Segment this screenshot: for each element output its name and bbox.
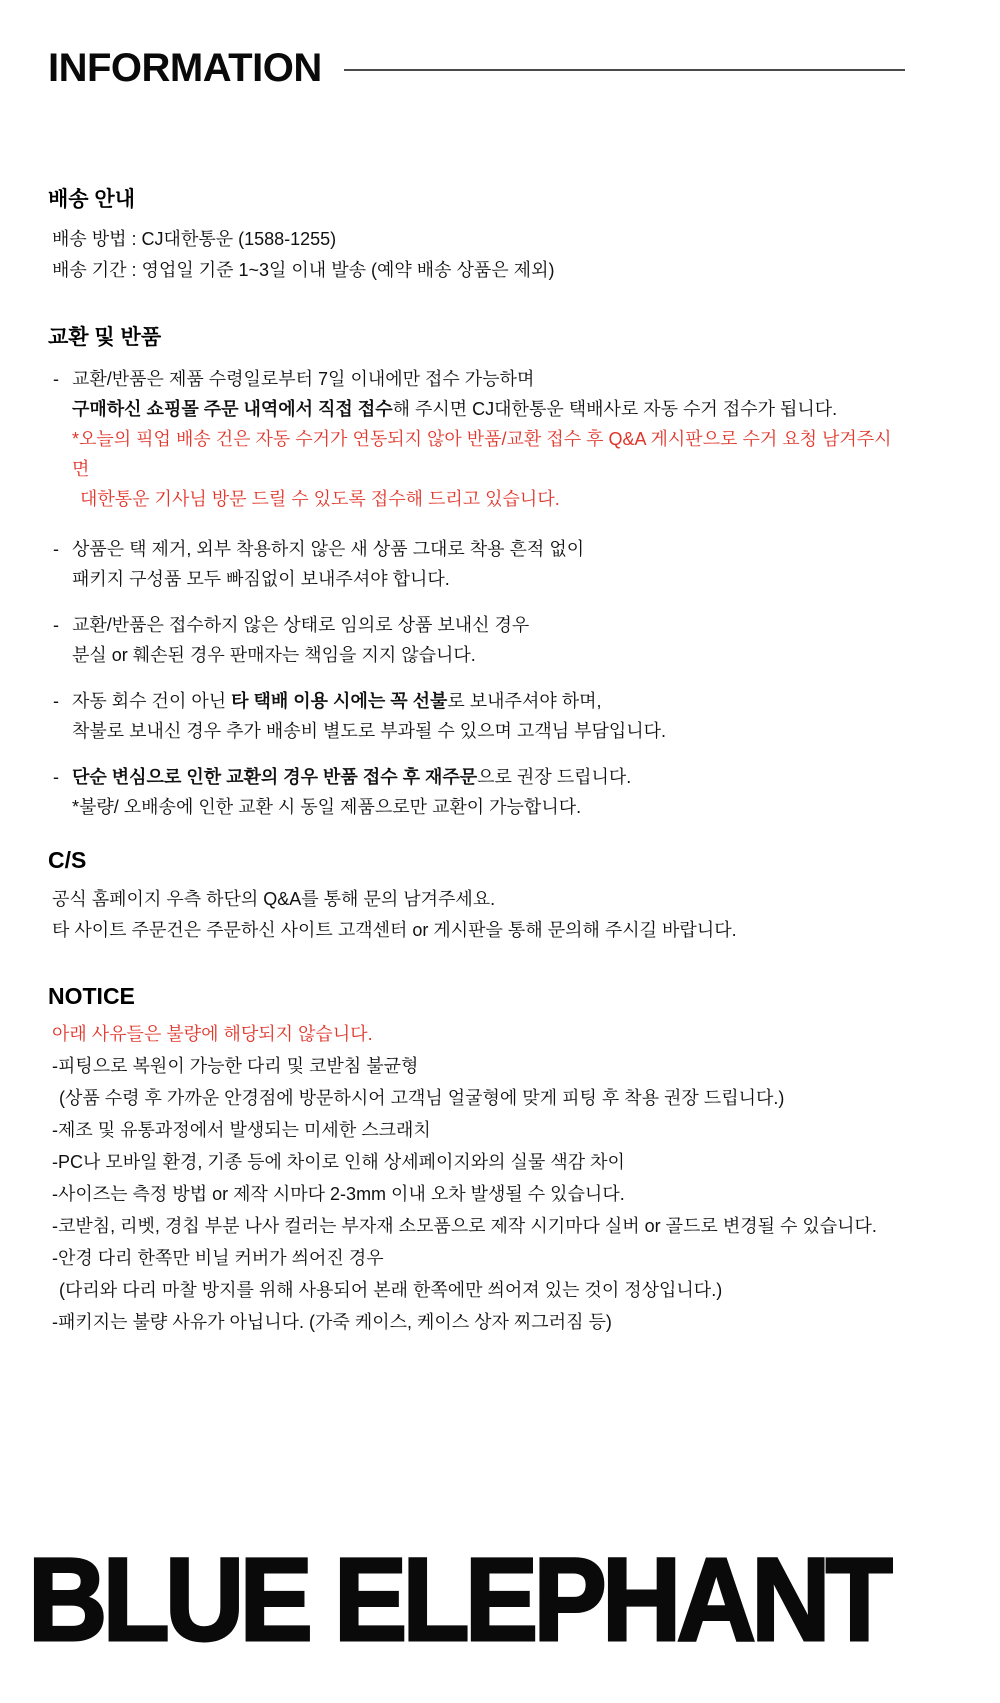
list-item — [48, 686, 905, 746]
brand-logo: BLUE ELEPHANT — [28, 1534, 889, 1667]
exchange-item3-line1: - 교환/반품은 접수하지 않은 상태로 임의로 상품 보내신 경우 — [72, 615, 530, 635]
list-item — [48, 610, 905, 670]
exchange-item2-line2: 패키지 구성품 모두 빠짐없이 보내주셔야 합니다. — [72, 569, 450, 589]
exchange-item2-line1: - 상품은 택 제거, 외부 착용하지 않은 새 상품 그대로 착용 흔적 없이 — [72, 539, 585, 559]
shipping-heading: 배송 안내 — [48, 188, 135, 211]
exchange-item3-line2: 분실 or 훼손된 경우 판매자는 책임을 지지 않습니다. — [72, 645, 476, 665]
exchange-item4-line1-pre: 자동 회수 건이 아닌 — [72, 691, 232, 711]
exchange-heading: 교환 및 반품 — [48, 326, 162, 349]
notice-heading: NOTICE — [48, 983, 135, 1009]
title-divider-line — [344, 69, 905, 71]
list-item: -패키지는 불량 사유가 아닙니다. (가죽 케이스, 케이스 상자 찌그러짐 등) — [52, 1312, 612, 1332]
list-item: -피팅으로 복원이 가능한 다리 및 코받침 불균형 — [52, 1056, 419, 1076]
list-item — [48, 762, 905, 822]
list-item: -PC나 모바일 환경, 기종 등에 차이로 인해 상세페이지와의 실물 색감 차이 — [52, 1152, 625, 1172]
title-row — [48, 0, 905, 90]
list-item: -사이즈는 측정 방법 or 제작 시마다 2-3mm 이내 오차 발생될 수 있습니다. — [52, 1184, 625, 1204]
page-title: INFORMATION — [48, 46, 322, 90]
cs-line1: 공식 홈페이지 우측 하단의 Q&A를 통해 문의 남겨주세요. — [52, 889, 496, 909]
list-item: (다리와 다리 마찰 방지를 위해 사용되어 본래 한쪽에만 씌어져 있는 것이 정상입니다.) — [59, 1280, 723, 1300]
exchange-item1-line1: - 교환/반품은 제품 수령일로부터 7일 이내에만 접수 가능하며 — [72, 369, 535, 389]
exchange-item5-line2: *불량/ 오배송에 인한 교환 시 동일 제품으로만 교환이 가능합니다. — [72, 797, 582, 817]
shipping-method-line: 배송 방법 : CJ대한통운 (1588-1255) — [52, 229, 337, 249]
exchange-item5-line1-bold: 단순 변심으로 인한 교환의 경우 반품 접수 후 재주문 — [72, 767, 478, 787]
list-item: -안경 다리 한쪽만 비닐 커버가 씌어진 경우 — [52, 1248, 384, 1268]
exchange-item5-line1-rest: 으로 권장 드립니다. — [477, 767, 632, 787]
cs-info — [48, 884, 905, 946]
list-item — [48, 364, 905, 514]
exchange-item1-line2-bold: 구매하신 쇼핑몰 주문 내역에서 직접 접수 — [72, 399, 393, 419]
exchange-item4-line1-bold: 타 택배 이용 시에는 꼭 선불 — [231, 691, 448, 711]
exchange-item5-line1 — [72, 762, 905, 792]
footer — [28, 1534, 953, 1667]
exchange-item1-line3-red: *오늘의 픽업 배송 건은 자동 수거가 연동되지 않아 반품/교환 접수 후 Q&A 게시판으로 수거 요청 남겨주시면 — [72, 429, 892, 479]
list-item: (상품 수령 후 가까운 안경점에 방문하시어 고객님 얼굴형에 맞게 피팅 후 착용 권장 드립니다.) — [59, 1088, 785, 1108]
exchange-item1-line2 — [72, 394, 905, 424]
list-item — [48, 534, 905, 594]
cs-heading: C/S — [48, 847, 87, 873]
notice-intro-red: 아래 사유들은 불량에 해당되지 않습니다. — [52, 1024, 373, 1044]
exchange-list — [48, 364, 905, 822]
exchange-item4-line2: 착불로 보내신 경우 추가 배송비 별도로 부과될 수 있으며 고객님 부담입니다. — [72, 721, 667, 741]
shipping-info — [48, 224, 905, 286]
shipping-period-line: 배송 기간 : 영업일 기준 1~3일 이내 발송 (예약 배송 상품은 제외) — [52, 260, 555, 280]
cs-line2: 타 사이트 주문건은 주문하신 사이트 고객센터 or 게시판을 통해 문의해 주시길 바랍니다. — [52, 920, 737, 940]
list-item: -제조 및 유통과정에서 발생되는 미세한 스크래치 — [52, 1120, 431, 1140]
exchange-item4-line1 — [72, 686, 905, 716]
list-item: -코받침, 리벳, 경칩 부분 나사 컬러는 부자재 소모품으로 제작 시기마다 실버 or 골드로 변경될 수 있습니다. — [52, 1216, 877, 1236]
exchange-item1-line2-rest: 해 주시면 CJ대한통운 택배사로 자동 수거 접수가 됩니다. — [392, 399, 838, 419]
notice-list — [48, 1018, 905, 1338]
exchange-item4-line1-post: 로 보내주셔야 하며, — [447, 691, 602, 711]
exchange-item1-line4-red: 대한통운 기사님 방문 드릴 수 있도록 접수해 드리고 있습니다. — [80, 489, 560, 509]
